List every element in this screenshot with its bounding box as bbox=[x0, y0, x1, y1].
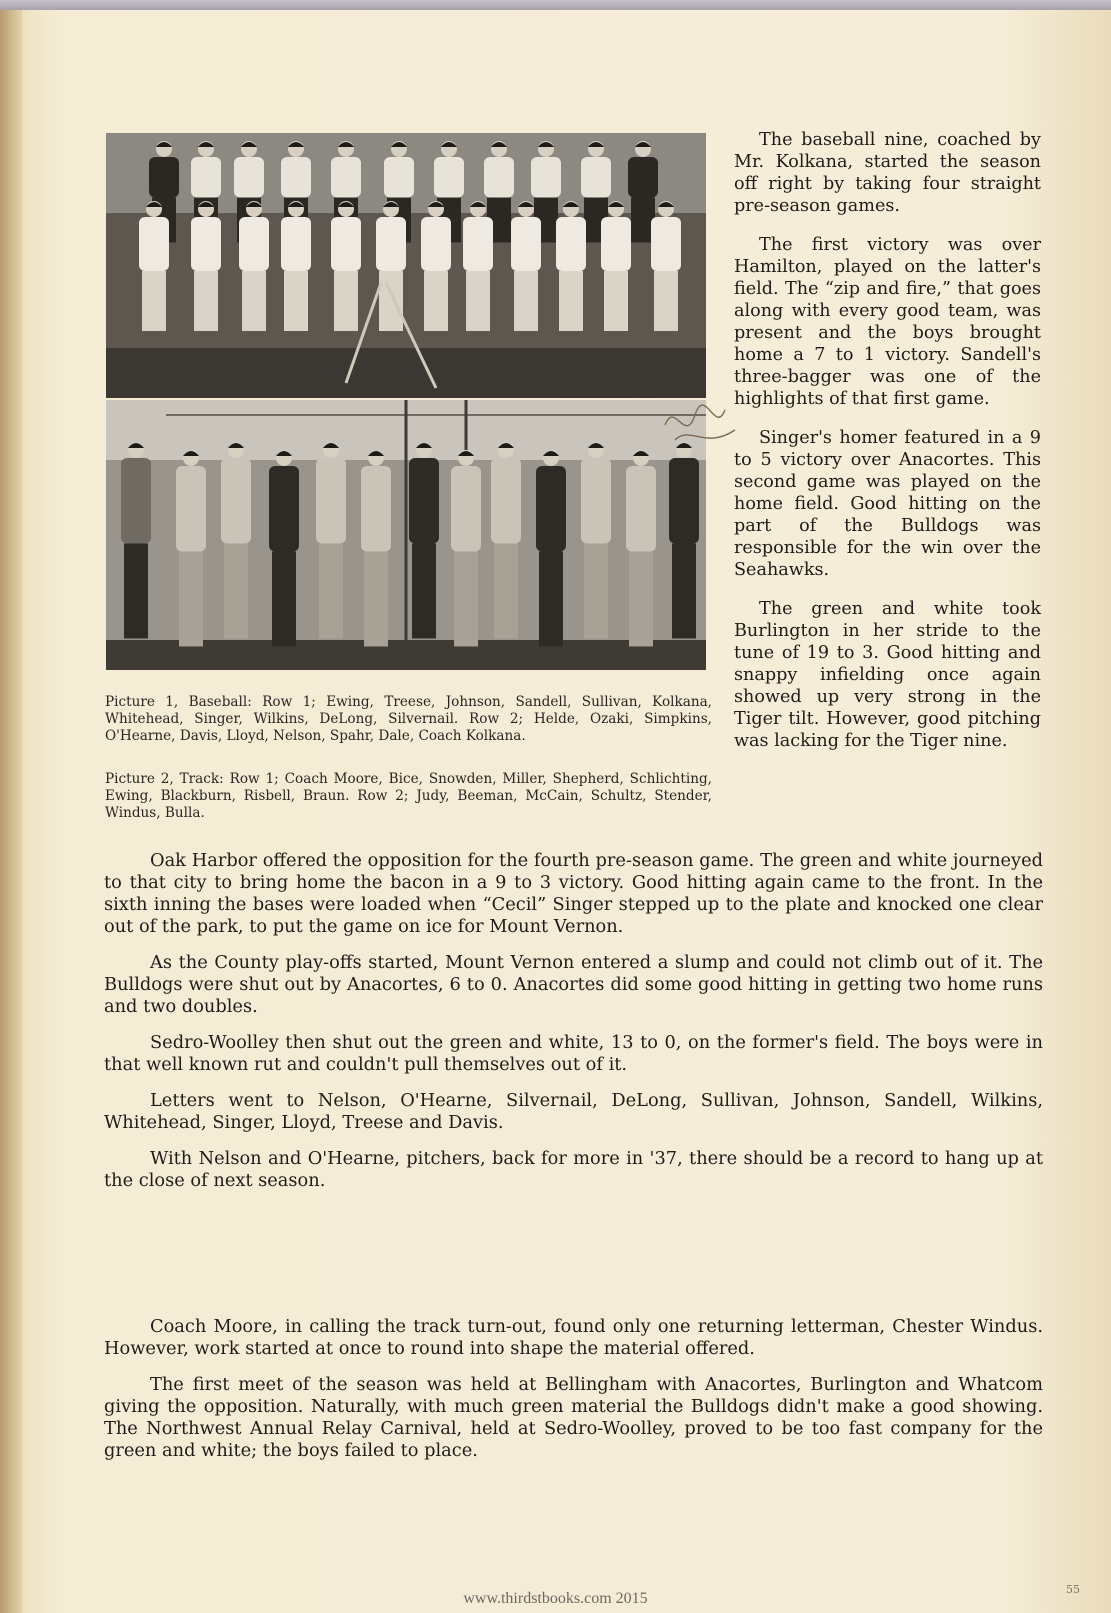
track-athlete-figure bbox=[221, 442, 251, 639]
baseball-player-figure bbox=[421, 201, 451, 331]
baseball-player-figure bbox=[331, 201, 361, 331]
track-athlete-figure bbox=[626, 450, 656, 647]
handwritten-signature bbox=[655, 395, 745, 455]
baseball-player-figure bbox=[463, 201, 493, 331]
baseball-player-figure bbox=[191, 201, 221, 331]
track-athlete-figure bbox=[121, 442, 151, 639]
paragraph: Letters went to Nelson, O'Hearne, Silvernail, DeLong, Sullivan, Johnson, Sandell, Wilkins, Whitehead, Singer, Lloyd, Treese and Davis. bbox=[104, 1090, 1043, 1133]
baseball-player-figure bbox=[601, 201, 631, 331]
track-athlete-figure bbox=[669, 442, 699, 639]
baseball-player-figure bbox=[651, 201, 681, 331]
page-number: 55 bbox=[1066, 1583, 1080, 1596]
baseball-player-figure bbox=[376, 201, 406, 331]
track-team-photo bbox=[106, 400, 706, 670]
paragraph: As the County play-offs started, Mount Vernon entered a slump and could not climb out of it. The Bulldogs were shut out by Anacortes, 6 to 0. Anacortes did some good hitting in getting two home runs and two doubles. bbox=[104, 952, 1043, 1017]
paragraph: The first victory was over Hamilton, played on the latter's field. The “zip and fire,” that goes along with every good team, was present and the boys brought home a 7 to 1 victory. Sandell's three-bagger was one of the highlights of that first game. bbox=[734, 235, 1041, 409]
paragraph: Sedro-Woolley then shut out the green and white, 13 to 0, on the former's field. The boys were in that well known rut and couldn't pull themselves out of it. bbox=[104, 1032, 1043, 1075]
track-athlete-figure bbox=[269, 450, 299, 647]
track-photo-caption: Picture 2, Track: Row 1; Coach Moore, Bice, Snowden, Miller, Shepherd, Schlichting, Ewing, Blackburn, Risbell, Braun. Row 2; Judy, Beeman, McCain, Schultz, Stender, Windus, Bulla. bbox=[105, 771, 712, 821]
baseball-column-text bbox=[734, 129, 1041, 769]
paragraph: Coach Moore, in calling the track turn-out, found only one returning letterman, Chester Windus. However, work started at once to round into shape the material offered. bbox=[104, 1316, 1043, 1359]
track-athlete-figure bbox=[316, 442, 346, 639]
baseball-photo-caption: Picture 1, Baseball: Row 1; Ewing, Treese, Johnson, Sandell, Sullivan, Kolkana, Whitehead, Singer, Wilkins, DeLong, Silvernail. Row 2; Helde, Ozaki, Simpkins, O'Hearne, Davis, Lloyd, Nelson, Spahr, Dale, Coach Kolkana. bbox=[105, 694, 712, 744]
track-athlete-figure bbox=[176, 450, 206, 647]
track-athlete-figure bbox=[451, 450, 481, 647]
baseball-player-figure bbox=[281, 201, 311, 331]
watermark-footer: www.thirdstbooks.com 2015 bbox=[463, 1590, 648, 1607]
paragraph: With Nelson and O'Hearne, pitchers, back for more in '37, there should be a record to hang up at the close of next season. bbox=[104, 1148, 1043, 1191]
baseball-team-photo bbox=[106, 133, 706, 398]
paragraph: The baseball nine, coached by Mr. Kolkana, started the season off right by taking four straight pre-season games. bbox=[734, 130, 1041, 216]
track-athlete-figure bbox=[409, 442, 439, 639]
track-athlete-figure bbox=[581, 442, 611, 639]
track-athlete-figure bbox=[361, 450, 391, 647]
baseball-player-figure bbox=[556, 201, 586, 331]
baseball-player-figure bbox=[511, 201, 541, 331]
track-athlete-figure bbox=[491, 442, 521, 639]
page-gutter bbox=[0, 10, 22, 1613]
paragraph: The first meet of the season was held at Bellingham with Anacortes, Burlington and Whatcom giving the opposition. Naturally, with much green material the Bulldogs didn't make a good showing. The Northwest Annual Relay Carnival, held at Sedro-Woolley, proved to be too fast company for the green and white; the boys failed to place. bbox=[104, 1374, 1043, 1461]
baseball-player-figure bbox=[139, 201, 169, 331]
baseball-article-body bbox=[104, 850, 1043, 1206]
paragraph: Oak Harbor offered the opposition for the fourth pre-season game. The green and white journeyed to that city to bring home the bacon in a 9 to 3 victory. Good hitting again came to the front. In the sixth inning the bases were loaded when “Cecil” Singer stepped up to the plate and knocked one clear out of the park, to put the game on ice for Mount Vernon. bbox=[104, 850, 1043, 937]
paragraph: The green and white took Burlington in her stride to the tune of 19 to 3. Good hitting and snappy infielding once again showed up very strong in the Tiger tilt. However, good pitching was lacking for the Tiger nine. bbox=[734, 599, 1041, 751]
baseball-player-figure bbox=[239, 201, 269, 331]
paragraph: Singer's homer featured in a 9 to 5 victory over Anacortes. This second game was played on the home field. Good hitting on the part of the Bulldogs was responsible for the win over the Seahawks. bbox=[734, 428, 1041, 580]
track-athlete-figure bbox=[536, 450, 566, 647]
track-article-body bbox=[104, 1316, 1043, 1476]
